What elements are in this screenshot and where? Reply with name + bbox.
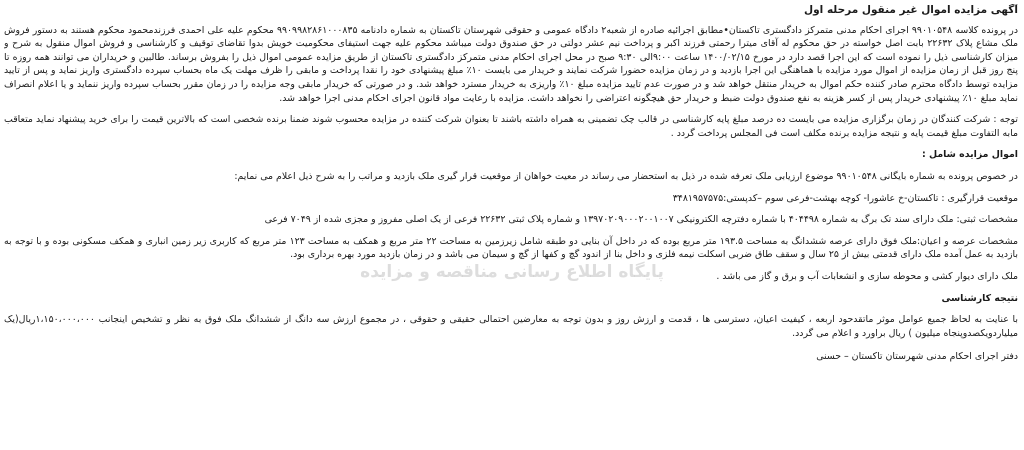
spacer xyxy=(4,284,1018,292)
property-location: موقعیت قرارگیری : تاکستان-خ عاشورا- کوچه بهشت-فرعی سوم –کدپستی:۳۴۸۱۹۵۷۵۷۵ xyxy=(672,192,1018,204)
appraisal-result-paragraph: با عنایت به لحاظ جمیع عوامل موثر ماتقدحود اربعه ، کیفیت اعیان، دسترسی ها ، قدمت و ارزش روز و بدون توجه به معارضین احتمالی حقیقی و حقوقی ، در مجموع ارزش سه دانگ از ششدانگ ملک فوق به نظر و تشخیص اینجانب ۱،۱۵۰،۰۰۰،۰۰۰ریال(یک میلیاردویکصدوپنجاه میلیون ) ریال براورد و اعلام می گردد. xyxy=(4,314,1018,339)
notice-intro-paragraph: در پرونده کلاسه ۹۹۰۱۰۵۴۸ اجرای احکام مدنی متمرکز دادگستری تاکستان•مطابق اجرائیه صادره از شعبه۲ دادگاه عمومی و حقوقی شهرستان تاکستان به شماره دادنامه ۹۹۰۹۹۸۲۸۶۱۰۰۰۸۳۵ محکوم علیه علی احمدی فرزندمحمود محکوم هستند به دستور فروش ملک مشاع پلاک ۲۲۶۳۲ بابت اصل خواسته در حق محکوم له آقای میترا رحمتی فرزند اکبر و پرداخت نیم عشر دولتی در حق صندوق دولت میباشد محکوم علیه جهت استیفای محکومیت خویش بدوا تقاضای توقیف و کارشناسی و فروش اموال منقول به شرح و میزان کارشناسی ذیل را نموده است که این اجرا قصد دارد در مورخ ۱۴۰۰/۰۲/۱۵ ساعت ۹:۰۰الی ۹:۳۰ صبح در محل اجرای احکام مدنی متمرکز دادگستری تاکستان از طریق مزایده عمومی اموال ذیل را بفروش برساند. طالبین و خریداران می توانند همه روزه تا پنج روز قبل از زمان مزایده از اموال مورد مزایده با هماهنگی این اجرا بازدید و در زمان مزایده حضورا شرکت نمایند و خریدار می بایست ۱۰٪ مبلغ پیشنهادی خود را نقدا پرداخت و مابقی را ظرف مهلت یک ماه بحساب سپرده دادگستری واریز نماید و پس از تایید مزایده توسط دادگاه محترم صادر کننده حکم اموال به خریدار منتقل خواهد شد و در صورت عدم تایید مزایده مبلغ ۱۰٪ واریزی به خریدار مسترد خواهد شد. و در صورتی که خریدار مابقی وجه مزایده را در زمان مقرر بحساب سپرده واریز ننماید و یا اعلام انصراف نماید مبلغ ۱۰٪ پیشنهادی خریدار پس از کسر هزینه به نفع صندوق دولت ضبط و خریدار حق هیچگونه اعتراضی را نخواهد داشت. مزایده با رعایت مواد قانون اجرای احکام مدنی اجرا خواهد شد. xyxy=(4,24,1018,104)
spacer xyxy=(4,184,1018,192)
property-intro-paragraph: در خصوص پرونده به شماره بایگانی ۹۹۰۱۰۵۴۸ موضوع ارزیابی ملک تعرفه شده در ذیل به استحضار می رساند در معیت خواهان از موقعیت قرار گیری ملک بازدید و مراتب را به شرح ذیل اعلام می نمایم: xyxy=(234,170,1018,182)
watermark-text: پایگاه اطلاع رسانی مناقصه و مزایده xyxy=(360,262,664,282)
auction-notice-document xyxy=(4,4,1018,446)
spacer xyxy=(4,140,1018,148)
spacer xyxy=(4,227,1018,235)
property-heading: اموال مزایده شامل : xyxy=(921,149,1018,161)
property-features: مشخصات عرصه و اعیان:ملک فوق دارای عرصه ششدانگ به مساحت ۱۹۳.۵ متر مربع بوده که در داخل آن بنایی دو طبقه شامل زیرزمین به مساحت ۲۲ متر مربع و همکف به مساحت ۱۲۳ متر مربع که کاربری زیر زمین انباری و همکف مسکونی بوده و با توجه به بازدید به عمل آمده ملک دارای قدمتی بیش از ۲۵ سال و سقف طاق ضربی اسکلت نیمه فلزی و داخل بنا از اندود گچ و کفها از گچ و سیمان می باشد و در زمان بازدید مورد بهره برداری بود. xyxy=(4,235,1018,261)
spacer xyxy=(4,162,1018,170)
notice-title: آگهی مزایده اموال غیر منقول مرحله اول xyxy=(804,4,1018,16)
spacer xyxy=(4,262,1018,270)
spacer xyxy=(4,305,1018,313)
spacer xyxy=(4,105,1018,113)
property-utilities: ملک دارای دیوار کشی و محوطه سازی و انشعابات آب و برق و گاز می باشد . xyxy=(716,270,1018,282)
spacer xyxy=(4,205,1018,213)
registration-details: مشخصات ثبتی: ملک دارای سند تک برگ به شماره ۴۰۴۴۹۸ با شماره دفترچه الکترونیکی ۱۳۹۷۰۲۰۹۰۰۰۲۰۰۱۰۰۷ و شماره پلاک ثبتی ۲۲۶۳۲ فرعی از یک اصلی مفروز و مجزی شده از ۷۰۴۹ فرعی xyxy=(264,214,1018,226)
spacer xyxy=(4,340,1018,348)
office-signature: دفتر اجرای احکام مدنی شهرستان تاکستان – حسنی xyxy=(816,351,1018,363)
participant-note-paragraph: توجه : شرکت کنندگان در زمان برگزاری مزایده می بایست ده درصد مبلغ پایه کارشناسی در قالب چک تضمینی به همراه داشته باشند تا بعنوان شرکت کننده در مزایده محسوب شوند ضمنا برنده شخصی است که بالاترین قیمت را برای خرید پیشنهاد نماید متعاقب مابه التفاوت مبلغ قیمت پایه و نتیجه مزایده برنده مکلف است فی المجلس پرداخت گردد . xyxy=(4,114,1018,139)
appraisal-result-heading: نتیجه کارشناسی xyxy=(941,292,1018,304)
